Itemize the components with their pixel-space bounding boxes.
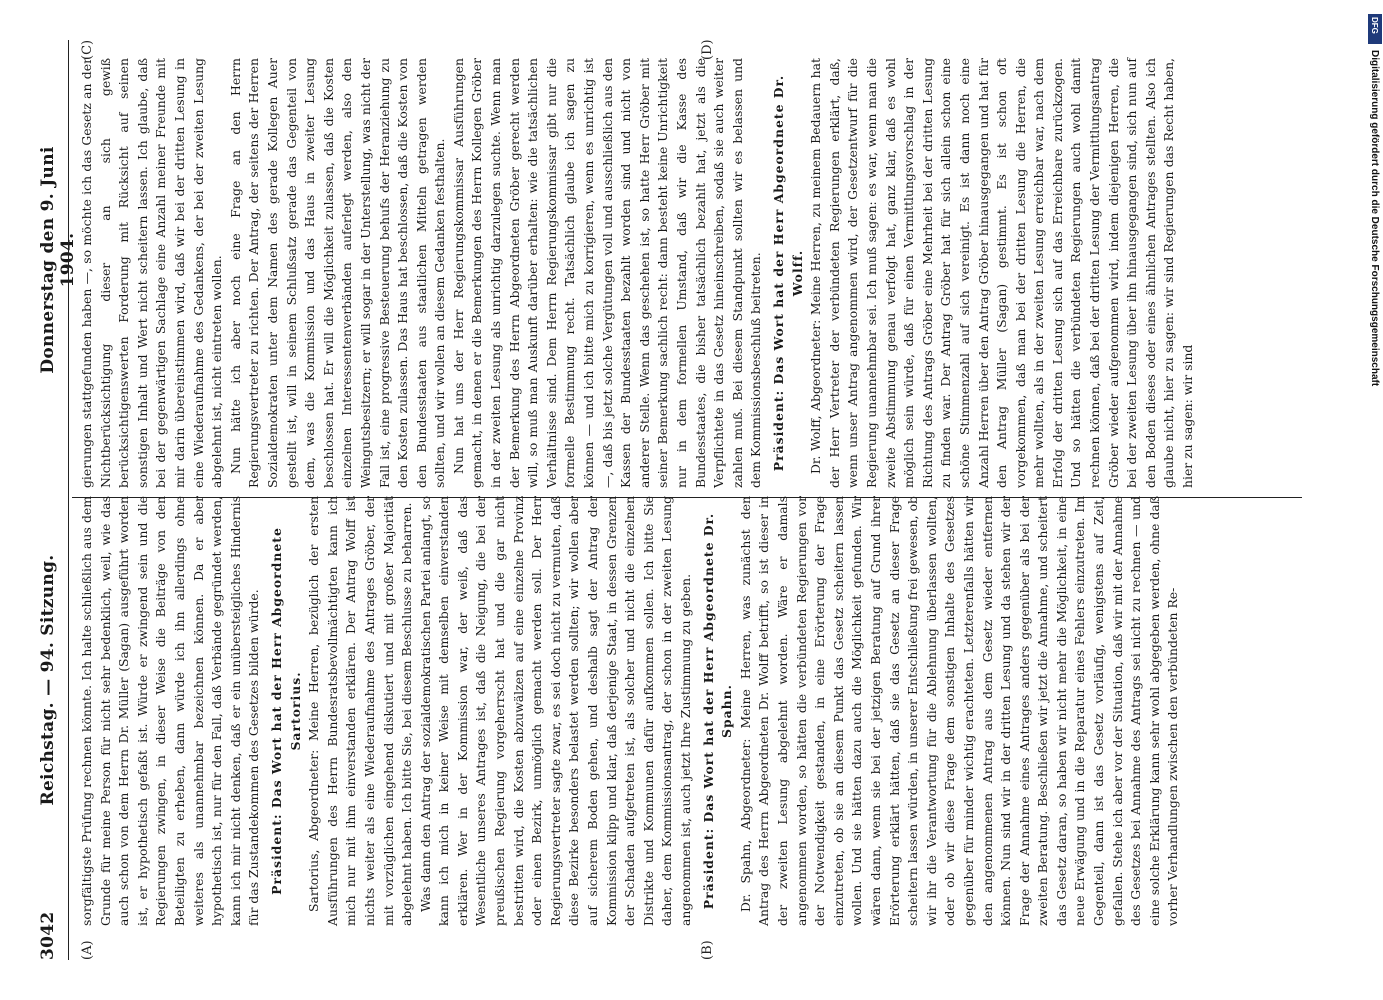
speaker-line: Präsident: Das Wort hat der Herr Abgeordnete Dr. Spahn. — [700, 512, 735, 910]
header-rule — [68, 40, 69, 960]
margin-mark-b: (B) — [700, 940, 715, 960]
page-header — [38, 40, 78, 960]
speaker-line: Präsident: Das Wort hat der Herr Abgeordnete Dr. Wolff. — [770, 74, 805, 472]
margin-mark-a: (A) — [80, 940, 95, 960]
paragraph: sorgfältigste Prüfung rechnen könnte. Ich halte schließlich aus dem Grunde für meine Person für nicht sehr bedenklich, weil, wie das auch schon von dem Herrn Dr. Müller (Sagan) ausgeführt worden ist, er hypothetisch gefaßt ist. Würde er zwingend sein und die Regierungen zwingen, in dieser Weise die Beiträge von den Beteiligten zu erheben, dann würde ich ihn allerdings ohne weiteres als unannehmbar bezeichnen können. Da er aber hypothetisch ist, nur für den Fall, daß Verbände gegründet werden, kann ich mir nicht denken, daß er ein unübersteigliches Hindernis für das Zustandekommen des Gesetzes bilden würde. — [79, 496, 262, 926]
page-number: 3042 — [38, 911, 58, 960]
paragraph: Sartorius, Abgeordneter: Meine Herren, bezüglich der ersten Ausführungen des Herrn Bundesratsbevollmächtigten kann ich mich nur mit ihm einverstanden erklären. Der Antrag Wolff ist nichts weiter als eine Wiederaufnahme des Antrages Gröber, der mit vorzüglichen eingehend diskutiert und mit großer Majorität abgelehnt haben. Ich bitte Sie, bei diesem Beschlusse zu beharren. — [306, 496, 415, 926]
margin-mark-c: (C) — [80, 39, 95, 60]
right-column — [78, 58, 1198, 488]
paragraph: Nun hätte ich aber noch eine Frage an den Herrn Regierungsvertreter zu richten. Der Antrag, der seitens der Herren Sozialdemokraten unter dem Namen des gerade Kollegen Auer gestellt ist, will in seinem Schlußsatz gerade das Gegenteil von dem, was die Kommission und das Haus in zweiter Lesung beschlossen hat. Er will die Möglichkeit zulassen, daß die Kosten einzelnen Interessentenverbänden auferlegt werden, also den Weingutsbesitzern; er will sogar in der Unterstellung, was nicht der Fall ist, eine progressive Besteuerung behufs der Heranziehung zu den Kosten zulassen. Das Haus hat beschlossen, daß die Kosten von den Bundesstaaten aus staatlichen Mitteln getragen werden sollten, und wir wollen an diesem Gedanken festhalten. — [227, 58, 448, 488]
paragraph: gierungen stattgefunden haben —, so möchte ich das Gesetz an der Nichtberücksichtigung dieser an sich gewiß berücksichtigenswerten Forderung mit Rücksicht auf seinen sonstigen Inhalt und Wert nicht scheitern lassen. Ich glaube, daß bei der gegenwärtigen Sachlage eine Anzahl meiner Freunde mit mir darin übereinstimmen wird, daß wir bei der dritten Lesung in eine Wiederaufnahme des Gedankens, der bei der zweiten Lesung abgelehnt ist, nicht eintreten wollen. — [79, 58, 225, 488]
paragraph: Dr. Spahn, Abgeordneter: Meine Herren, was zunächst den Antrag des Herrn Abgeordneten Dr. Wolff betrifft, so ist dieser in der zweiten Lesung abgelehnt worden. Wäre er damals angenommen worden, so hätten die verbündeten Regierungen vor der Notwendigkeit gestanden, in eine Erörterung der Frage einzutreten, ob sie an diesem Punkt das Gesetz scheitern lassen wollen. Und sie hätten dazu auch die Möglichkeit gefunden. Wir wären dann, wenn sie bei der jetzigen Beratung auf Grund ihrer Erörterung erklärt hätten, daß sie das Gesetz an dieser Frage scheitern lassen würden, in unserer Entschließung frei gewesen, ob wir ihr die Verantwortung für die Ablehnung überlassen wollten, oder ob wir diese Frage dem sonstigen Inhalte des Gesetzes gegenüber für minder wichtig erachteten. Letzterenfalls hätten wir den angenommenen Antrag aus dem Gesetz wieder entfernen können. Nun sind wir in der dritten Lesung und da stehen wir der Frage der Annahme eines Antrages anders gegenüber als bei der zweiten Beratung. Beschließen wir jetzt die Annahme, und scheitert das Gesetz daran, so haben wir nicht mehr die Möglichkeit, in eine neue Erwägung und in die Reparatur eines Fehlers einzutreten. Im Gegenteil, dann ist das Gesetz vorläufig, wenigstens auf Zeit, gefallen. Stehe ich aber vor der Situation, daß wir mit der Annahme des Gesetzes bei Annahme des Antrags sei nicht zu rechnen — und eine solche Erklärung kann sehr wohl abgegeben werden, ohne daß vorher Verhandlungen zwischen den verbündeten Re- — [737, 496, 1181, 926]
paragraph: Nun hat uns der Herr Regierungskommissar Ausführungen gemacht, in denen er die Bemerkungen des Herrn Kollegen Gröber in der zweiten Lesung als unrichtig darzulegen suchte. Wenn man der Bemerkung des Herrn Abgeordneten Gröber gerecht werden will, so muß man Auskunft darüber erhalten: wie die tatsächlichen Verhältnisse sind. Dem Herrn Regierungskommissar gibt nur die formelle Bestimmung recht. Tatsächlich glaube ich sagen zu können — und ich bitte mich zu korrigieren, wenn es unrichtig ist —, daß bis jetzt solche Vergütungen voll und ausschließlich aus den Kassen der Bundesstaaten bezahlt worden sind und nicht von anderer Stelle. Wenn das geschehen ist, so hatte Herr Gröber mit seiner Bemerkung sachlich recht: dann besteht keine Unrichtigkeit nur in dem formellen Umstand, daß wir die Kasse des Bundesstaates, die bisher tatsächlich bezahlt hat, jetzt als die Verpflichtete in das Gesetz hineinschreiben, sodaß sie auch weiter zahlen muß. Bei diesem Standpunkt sollten wir es belassen und dem Kommissionsbeschluß beitreten. — [450, 58, 764, 488]
dfg-logo: DFG — [1368, 14, 1382, 44]
digitization-credit — [1368, 14, 1382, 974]
paragraph: Dr. Wolff, Abgeordneter: Meine Herren, zu meinem Bedauern hat der Herr Vertreter der verbündeten Regierungen erklärt, daß, wenn unser Antrag angenommen wird, der Gesetzentwurf für die Regierung unannehmbar sei. Ich muß sagen: es war, wenn man die zweite Abstimmung genau verfolgt hat, ganz klar, daß es wohl möglich sein würde, daß für einen Vermittlungsvorschlag in der Richtung des Antrags Gröber eine Mehrheit bei der dritten Lesung zu finden war. Der Antrag Gröber hat für sich allein schon eine schöne Stimmenzahl auf sich vereinigt. Es ist dann noch eine Anzahl Herren über den Antrag Gröber hinausgegangen und hat für den Antrag Müller (Sagan) gestimmt. Es ist schon oft vorgekommen, daß man bei der dritten Lesung die Herren, die mehr wollten, als in der zweiten Lesung erreichbar war, nach dem Erfolg der dritten Lesung sich auf das Erreichbare zurückzogen. Und so hätten die verbündeten Regierungen auch wohl damit rechnen können, daß bei der dritten Lesung der Vermittlungsantrag Gröber wieder aufgenommen wird, indem diejenigen Herren, die bei der zweiten Lesung über ihn hinausgegangen sind, sich nun auf den Boden dieses oder eines ähnlichen Antrages stellten. Also ich glaube nicht, hier zu sagen: wir sind Regierungen das Recht haben, hier zu sagen: wir sind — [808, 58, 1196, 488]
speaker-line: Präsident: Das Wort hat der Herr Abgeordnete Sartorius. — [268, 527, 303, 895]
session-title: Reichstag. — 94. Sitzung. — [38, 554, 58, 806]
paragraph: Was dann den Antrag der sozialdemokratischen Partei anlangt, so kann ich mich in keiner Weise mit demselben einverstanden erklären. Wer in der Kommission war, der weiß, daß das Wesentliche unseres Antrages ist, daß die Neigung, die bei der preußischen Regierung vorgeherrscht hat und die gar nicht bestritten wird, die Kosten abzuwälzen auf eine einzelne Provinz oder einen Bezirk, unmöglich gemacht werden soll. Der Herr Regierungsvertreter sagte zwar, es sei doch nicht zu vermuten, daß diese Bezirke besonders belastet werden sollten; wir wollen aber auf sicherem Boden gehen, und deshalb sagt der Antrag der Kommission klipp und klar, daß derjenige Staat, in dessen Grenzen der Schaden aufgetreten ist, als solcher und nicht die einzelnen Distrikte und Kommunen dafür aufkommen sollen. Ich bitte Sie daher, dem Kommissionsantrag, der schon in der zweiten Lesung angenommen ist, auch jetzt Ihre Zustimmung zu geben. — [417, 496, 693, 926]
margin-mark-d: (D) — [700, 39, 715, 60]
left-column — [78, 496, 1183, 926]
session-date: Donnerstag den 9. Juni 1904. — [38, 146, 78, 374]
credit-text: Digitalisierung gefördert durch die Deutsche Forschungsgemeinschaft — [1369, 50, 1380, 387]
